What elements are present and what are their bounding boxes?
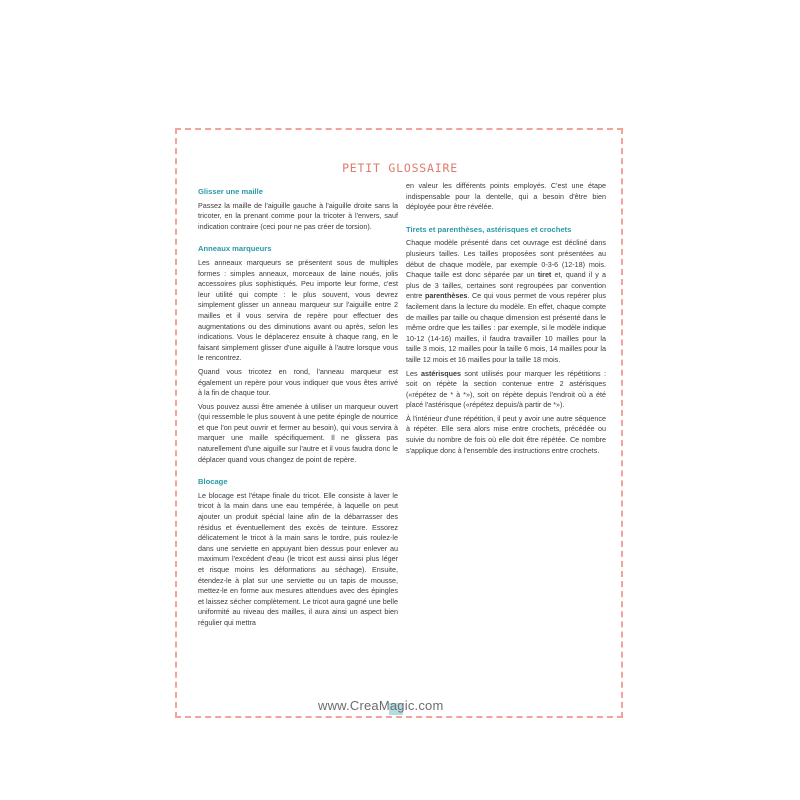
paragraph — [406, 238, 606, 365]
text-span: sont utilisés pour marquer les répétitions : soit on répète la section contenue entre 2 astérisques («répétez de * à *»), soit on répète depuis l'endroit où a été placé l'astérisque («répétez depuis/à partir de *»). — [406, 368, 606, 410]
watermark: www.CreaMagic.com — [318, 698, 444, 713]
paragraph — [406, 369, 606, 411]
heading-blocage: Blocage — [198, 477, 228, 487]
bold-term-parentheses: parenthèses — [424, 291, 468, 301]
heading-glisser-une-maille: Glisser une maille — [198, 187, 263, 196]
paragraph: Le blocage est l'étape finale du tricot. Elle consiste à laver le tricot à la main dans une eau tempérée, à laquelle on peut ajouter un produit spécial laine afin de la débarrasser des résidus et éventuellement des excès de teinture. Essorez délicatement le tricot à la main sans le tordre, puis roulez-le dans une serviette en appuyant bien dessus pour enlever au maximum l'excédent d'eau (le tricot est aussi ainsi plus léger et risque moins les déformations au séchage). Ensuite, étendez-le à plat sur une serviette ou un tapis de mousse, mettez-le en forme aux mesures attendues avec des épingles et laissez sécher complètement. Le tricot aura gagné une belle uniformité au niveau des mailles, il aura ainsi un aspect bien régulier qui mettra — [198, 490, 398, 627]
bold-term-tiret: tiret — [537, 270, 552, 280]
right-column — [406, 181, 606, 459]
heading-anneaux-marqueurs: Anneaux marqueurs — [198, 244, 272, 254]
paragraph: Quand vous tricotez en rond, l'anneau marqueur est également un repère pour vous indiquer que vous êtes arrivé à la fin de chaque tour. — [198, 366, 398, 398]
paragraph: Les anneaux marqueurs se présentent sous de multiples formes : simples anneaux, morceaux de laine noués, jolis accessoires plus sophistiqués. Peu importe leur forme, c'est leur utilité qui compte : le plus souvent, vous devrez simplement glisser un anneau marqueur sur l'aiguille entre 2 mailles et il vous servira de repère pour effectuer des augmentations ou des diminutions avant ou après, selon les indications. Vous le déplacerez ensuite à chaque rang, en le faisant simplement glisser d'une aiguille à l'autre lorsque vous le rencontrez. — [198, 257, 398, 363]
text-span: Chaque modèle présenté dans cet ouvrage est décliné dans plusieurs tailles. Les tailles proposées sont présentées au début de chaque modèle, par exemple 0-3-6 (12-18) mois. Chaque taille est donc séparée par un — [406, 238, 606, 280]
paragraph: en valeur les différents points employés. C'est une étape indispensable pour la dentelle, qui a besoin d'être bien déployée pour être révélée. — [406, 181, 606, 212]
text-span: Les — [406, 368, 422, 378]
paragraph: Vous pouvez aussi être amenée à utiliser un marqueur ouvert (qui ressemble le plus souvent à une petite épingle de nourrice et que l'on peut ouvrir et fermer au besoin), qui vous servira à marquer une maille spécifiquement. Il ne glissera pas naturellement d'une aiguille sur l'autre et il vous faudra donc le déplacer quand vous changez de point de repère. — [198, 401, 398, 464]
paragraph: À l'intérieur d'une répétition, il peut y avoir une autre séquence à répéter. Elle sera alors mise entre crochets, précédée ou suivie du nombre de fois où elle doit être répétée. Ce nombre s'applique donc à l'ensemble des instructions entre crochets. — [406, 413, 606, 455]
page-title: PETIT GLOSSAIRE — [342, 161, 458, 175]
bold-term-asterisques: astérisques — [421, 368, 461, 378]
left-column — [198, 187, 398, 632]
text-span: . Ce qui vous permet de vous repérer plus facilement dans la lecture du modèle. En effet, chaque compte de mailles par taille ou chaque dimension est présenté dans le même ordre que les tailles : par exemple, si le modèle indique 10-12 (14-16) mailles, il faudra travailler 10 mailles pour la taille 3 mois, 12 mailles pour la taille 6 mois, 14 mailles pour la taille 12 mois et 16 mailles pour la taille 18 mois. — [406, 291, 606, 364]
paragraph: Passez la maille de l'aiguille gauche à l'aiguille droite sans la tricoter, en la prenant comme pour la tricoter à l'envers, sauf indication contraire (ceci pour ne pas créer de torsion). — [198, 200, 398, 231]
text-span: et, quand il y a plus de 3 tailles, certaines sont regroupées par convention entre — [406, 270, 607, 301]
heading-tirets-parentheses: Tirets et parenthèses, astérisques et crochets — [406, 224, 572, 234]
